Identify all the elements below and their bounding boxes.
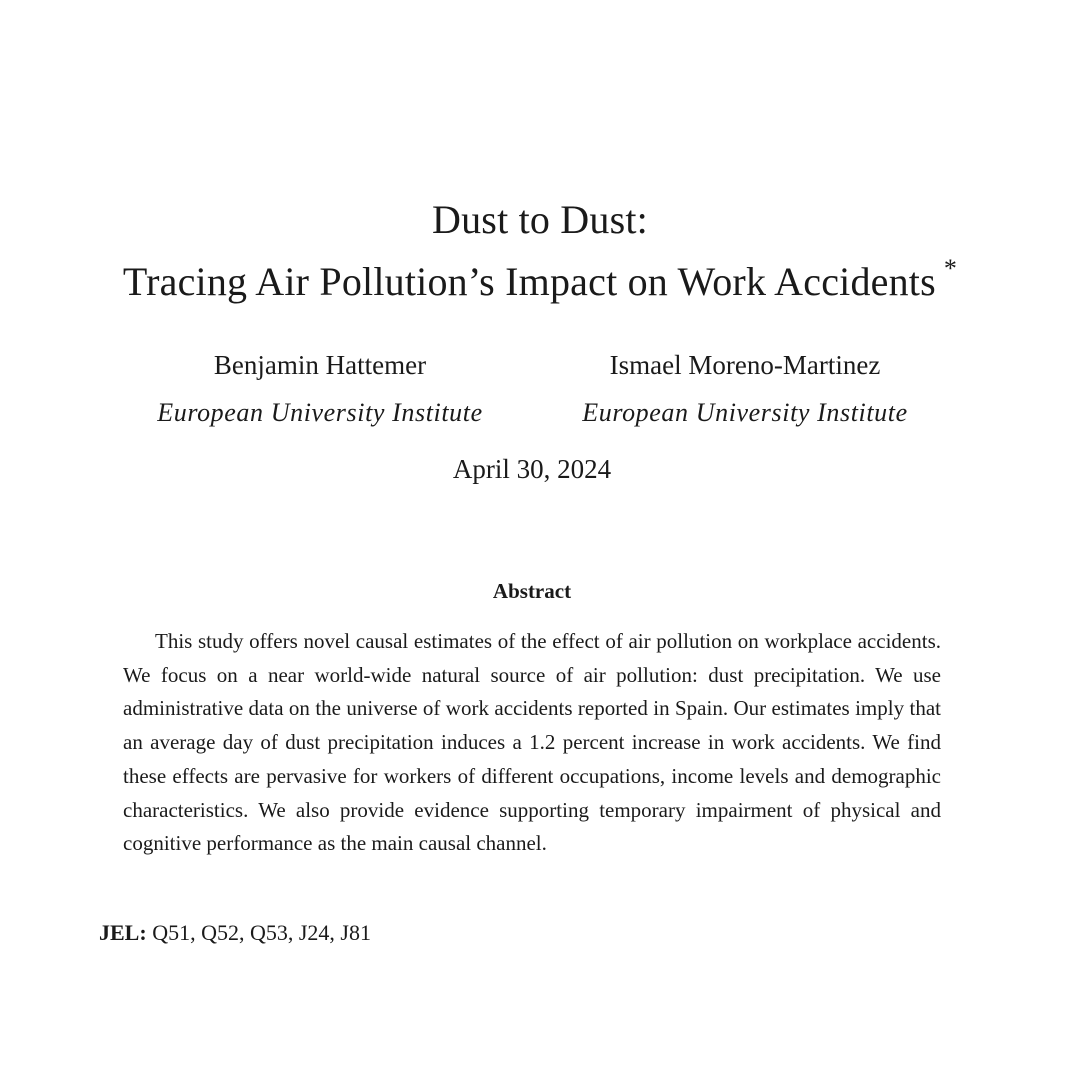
- abstract-text: This study offers novel causal estimates of the effect of air pollution on workplace accidents. We focus on a near world-wide natural source of air pollution: dust precipitation. We use administrative data on the universe of work accidents reported in Spain. Our estimates imply that an average day of dust precipitation induces a 1.2 percent increase in work accidents. We find these effects are pervasive for workers of different occupations, income levels and demographic characteristics. We also provide evidence supporting temporary impairment of physical and cognitive performance as the main causal channel.: [123, 629, 941, 856]
- author-name: Benjamin Hattemer: [213, 350, 427, 380]
- jel-codes: Q51, Q52, Q53, J24, J81: [152, 920, 371, 945]
- author-name: Ismael Moreno-Martinez: [609, 350, 881, 380]
- author-affiliation: European University Institute: [157, 398, 483, 427]
- jel-label: JEL:: [99, 920, 147, 945]
- author-block: [120, 352, 520, 426]
- title-footnote-mark: *: [943, 254, 958, 283]
- paper-title-text: Tracing Air Pollution’s Impact on Work Accidents: [122, 259, 936, 304]
- author-affiliation: European University Institute: [582, 398, 908, 427]
- paper-title-line-1: Dust to Dust:: [432, 197, 648, 242]
- jel-classification: [99, 922, 371, 944]
- publication-date: April 30, 2024: [452, 454, 612, 484]
- author-block: [545, 352, 945, 426]
- abstract-heading: Abstract: [492, 579, 572, 603]
- paper-title-line-2: [0, 254, 1080, 304]
